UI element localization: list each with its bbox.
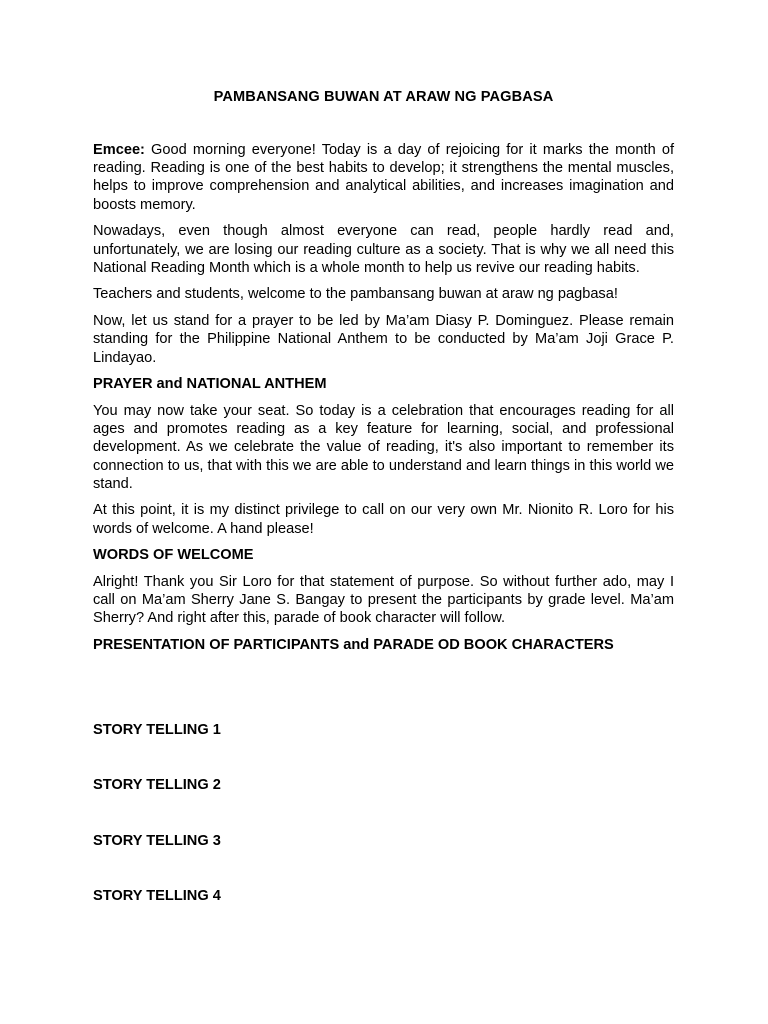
- document-title: PAMBANSANG BUWAN AT ARAW NG PAGBASA: [213, 89, 554, 105]
- paragraph-prayer-call: Now, let us stand for a prayer to be led by Ma’am Diasy P. Dominguez. Please remain standing for the Philippine National Anthem to be conducted by Ma’am Joji Grace P. Lindayao.: [93, 313, 674, 366]
- intro-paragraph: [93, 141, 674, 214]
- heading-words-of-welcome: WORDS OF WELCOME: [93, 547, 254, 564]
- story-telling-4: STORY TELLING 4: [93, 888, 221, 904]
- paragraph-celebration: You may now take your seat. So today is a celebration that encourages reading for all ages and promotes reading as a key feature for learning, social, and professional development. As we celebrate the value of reading, it's also important to remember its connection to us, that with this we are able to understand and learn things in this world we stand.: [93, 402, 674, 492]
- document-body: [93, 141, 674, 663]
- heading-presentation-participants: PRESENTATION OF PARTICIPANTS and PARADE OD BOOK CHARACTERS: [93, 637, 614, 654]
- speaker-label: Emcee:: [93, 142, 145, 158]
- paragraph-reading-culture: Nowadays, even though almost everyone can read, people hardly read and, unfortunately, we are losing our reading culture as a society. That is why we all need this National Reading Month which is a whole month to help us revive our reading habits.: [93, 223, 674, 276]
- story-telling-1: STORY TELLING 1: [93, 722, 221, 738]
- intro-text: Good morning everyone! Today is a day of rejoicing for it marks the month of reading. Reading is one of the best habits to develop; it strengthens the mental muscles, helps to improve comprehension and analytical abilities, and increases imagination and boosts memory.: [93, 142, 674, 213]
- paragraph-call-welcome: At this point, it is my distinct privilege to call on our very own Mr. Nionito R. Loro for his words of welcome. A hand please!: [93, 502, 674, 537]
- story-telling-3: STORY TELLING 3: [93, 833, 221, 849]
- paragraph-presentation-call: Alright! Thank you Sir Loro for that statement of purpose. So without further ado, may I call on Ma’am Sherry Jane S. Bangay to present the participants by grade level. Ma’am Sherry? And right after this, parade of book character will follow.: [93, 574, 674, 627]
- paragraph-welcome-students: Teachers and students, welcome to the pambansang buwan at araw ng pagbasa!: [93, 286, 618, 303]
- story-telling-2: STORY TELLING 2: [93, 777, 221, 793]
- heading-prayer-anthem: PRAYER and NATIONAL ANTHEM: [93, 376, 327, 393]
